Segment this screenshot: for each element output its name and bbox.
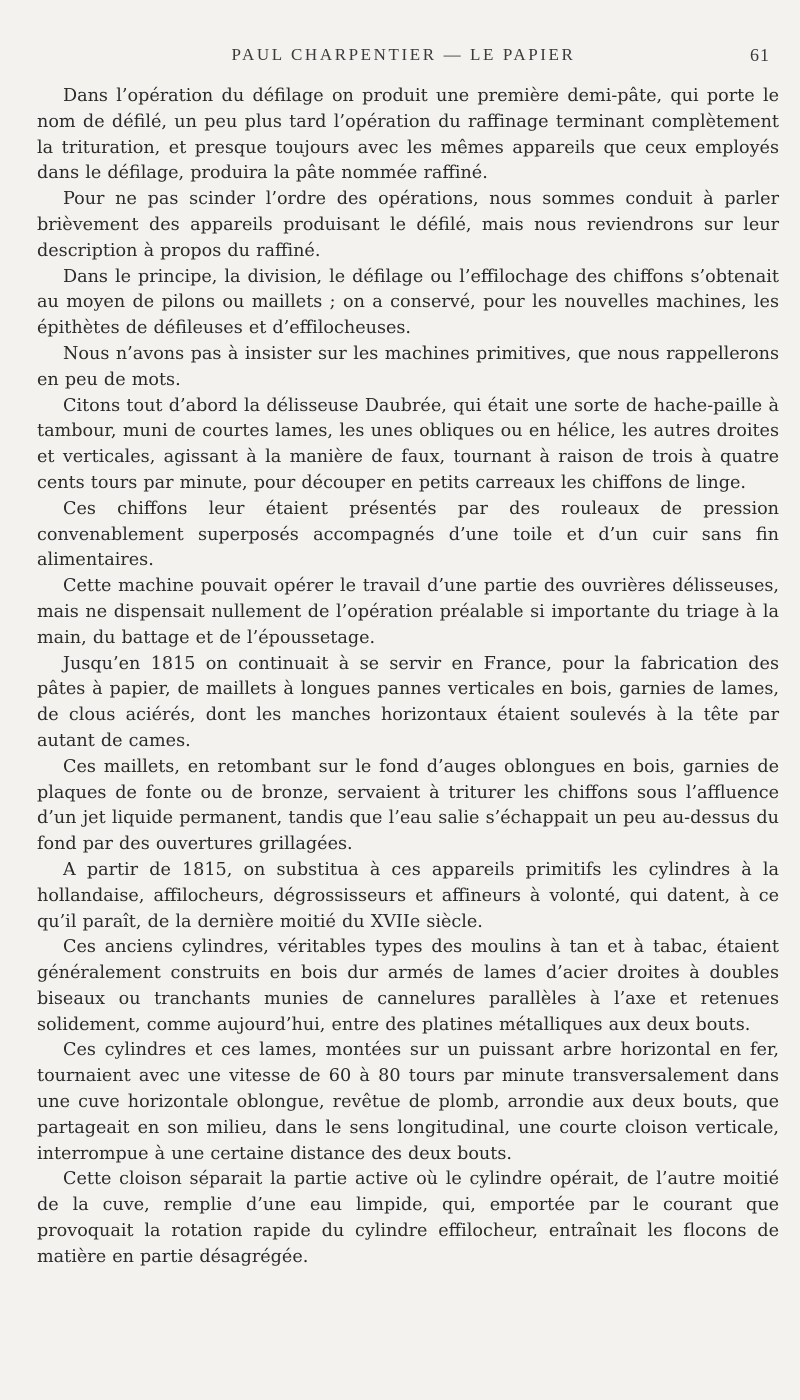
page-number: 61 [750, 45, 770, 65]
paragraph-cette-machine: Cette machine pouvait opérer le travail d’une partie des ouvrières délisseuses, mais ne dispensait nullement de l’opération préalable si importante du triage à la main, du battage et de l’époussetage. [37, 576, 779, 648]
body-text [37, 84, 779, 1271]
paragraph-principe: Dans le principe, la division, le défilage ou l’effilochage des chiffons s’obtenait au moyen de pilons ou maillets ; on a conservé, pour les nouvelles machines, les épithètes de défileuses et d’effilocheuses. [37, 266, 779, 339]
paragraph-defilage: Dans l’opération du défilage on produit une première demi-pâte, qui porte le nom de défilé, un peu plus tard l’opération du raffinage terminant complètement la trituration, et presque toujours avec les mêmes appareils que ceux employés dans le défilage, produira la pâte nommée raffiné. [37, 86, 779, 184]
paragraph-machines-primitives: Nous n’avons pas à insister sur les machines primitives, que nous rappellerons en peu de mots. [37, 343, 779, 390]
paragraph-a-partir-1815: A partir de 1815, on substitua à ces appareils primitifs les cylindres à la hollandaise, affilocheurs, dégrossisseurs et affineurs à volonté, qui datent, à ce qu’il paraît, de la dernière moitié du XVIIe siècle. [37, 859, 779, 932]
paragraph-cloison: Cette cloison séparait la partie active où le cylindre opérait, de l’autre moitié de la cuve, remplie d’une eau limpide, qui, emportée par le courant que provoquait la rotation rapide du cylindre effilocheur, entraînait les flocons de matière en partie désagrégée. [37, 1169, 779, 1267]
paragraph-cylindres-lames: Ces cylindres et ces lames, montées sur un puissant arbre horizontal en fer, tournaient avec une vitesse de 60 à 80 tours par minute transversalement dans une cuve horizontale oblongue, revêtue de plomb, arrondie aux deux bouts, que partageait en son milieu, dans le sens longitudinal, une courte cloison verticale, interrompue à une certaine distance des deux bouts. [37, 1040, 779, 1164]
paragraph-delisseuse-daubree: Citons tout d’abord la délisseuse Daubrée, qui était une sorte de hache-paille à tambour, muni de courtes lames, les unes obliques ou en hélice, les autres droites et verticales, agissant à la manière de faux, tournant à raison de trois à quatre cents tours par minute, pour découper en petits carreaux les chiffons de linge. [37, 395, 779, 493]
paragraph-jusquen-1815: Jusqu’en 1815 on continuait à se servir en France, pour la fabrication des pâtes à papier, de maillets à longues pannes verticales en bois, garnies de lames, de clous aciérés, dont les manches horizontaux étaient soulevés à la tête par autant de cames. [37, 653, 779, 751]
paragraph-maillets: Ces maillets, en retombant sur le fond d’auges oblongues en bois, garnies de plaques de fonte ou de bronze, servaient à triturer les chiffons sous l’affluence d’un jet liquide permanent, tandis que l’eau salie s’échappait un peu au-dessus du fond par des ouvertures grillagées. [37, 756, 779, 855]
paragraph-rouleaux: Ces chiffons leur étaient présentés par des rouleaux de pression convenablement superposés accompagnés d’une toile et d’un cuir sans fin alimentaires. [37, 498, 779, 571]
paragraph-ordre-operations: Pour ne pas scinder l’ordre des opérations, nous sommes conduit à parler brièvement des appareils produisant le défilé, mais nous reviendrons sur leur description à propos du raffiné. [37, 189, 779, 261]
running-head [37, 45, 770, 71]
paragraph-anciens-cylindres: Ces anciens cylindres, véritables types des moulins à tan et à tabac, étaient généralement construits en bois dur armés de lames d’acier droites à doubles biseaux ou tranchants munies de cannelures parallèles à l’axe et retenues solidement, comme aujourd’hui, entre des platines métalliques aux deux bouts. [37, 937, 779, 1035]
running-title: PAUL CHARPENTIER — LE PAPIER [231, 45, 576, 64]
